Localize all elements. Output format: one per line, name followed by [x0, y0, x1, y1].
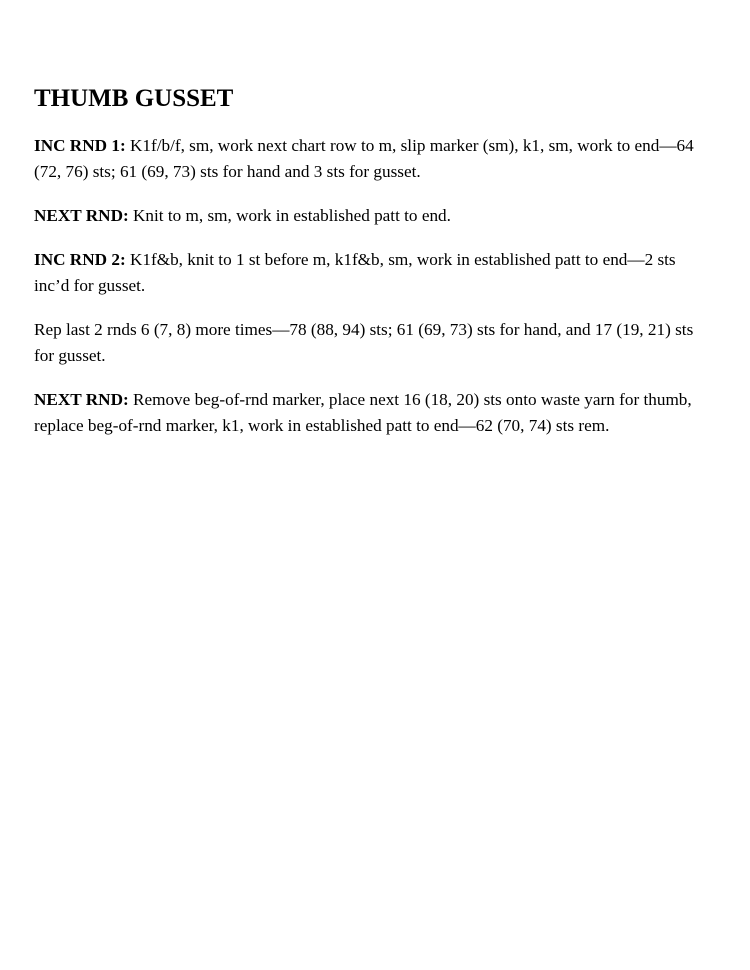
- instruction-text: Knit to m, sm, work in established patt to end.: [128, 206, 451, 225]
- instruction-lead: INC RND 1:: [34, 136, 126, 155]
- instruction-text: K1f/b/f, sm, work next chart row to m, slip marker (sm), k1, sm, work to end—64 (72, 76) sts; 61 (69, 73) sts for hand and 3 sts for gusset.: [34, 136, 694, 181]
- instruction-lead: NEXT RND:: [34, 390, 129, 409]
- instruction-text: Rep last 2 rnds 6 (7, 8) more times—78 (88, 94) sts; 61 (69, 73) sts for hand, and 17 (19, 21) sts for gusset.: [34, 320, 694, 365]
- section-title: THUMB GUSSET: [34, 85, 234, 112]
- document-page: [34, 82, 714, 457]
- instruction-lead: INC RND 2:: [34, 250, 126, 269]
- instruction-inc-rnd-1: [34, 133, 714, 185]
- instruction-repeat: [34, 317, 714, 369]
- instruction-next-rnd-2: [34, 387, 714, 439]
- instruction-inc-rnd-2: [34, 247, 714, 299]
- instruction-next-rnd-1: [34, 203, 714, 229]
- instruction-text: Remove beg-of-rnd marker, place next 16 (18, 20) sts onto waste yarn for thumb, replace beg-of-rnd marker, k1, work in established patt to end—62 (70, 74) sts rem.: [34, 390, 692, 435]
- instruction-text: K1f&b, knit to 1 st before m, k1f&b, sm, work in established patt to end—2 sts inc’d for gusset.: [34, 250, 676, 295]
- instruction-lead: NEXT RND:: [34, 206, 129, 225]
